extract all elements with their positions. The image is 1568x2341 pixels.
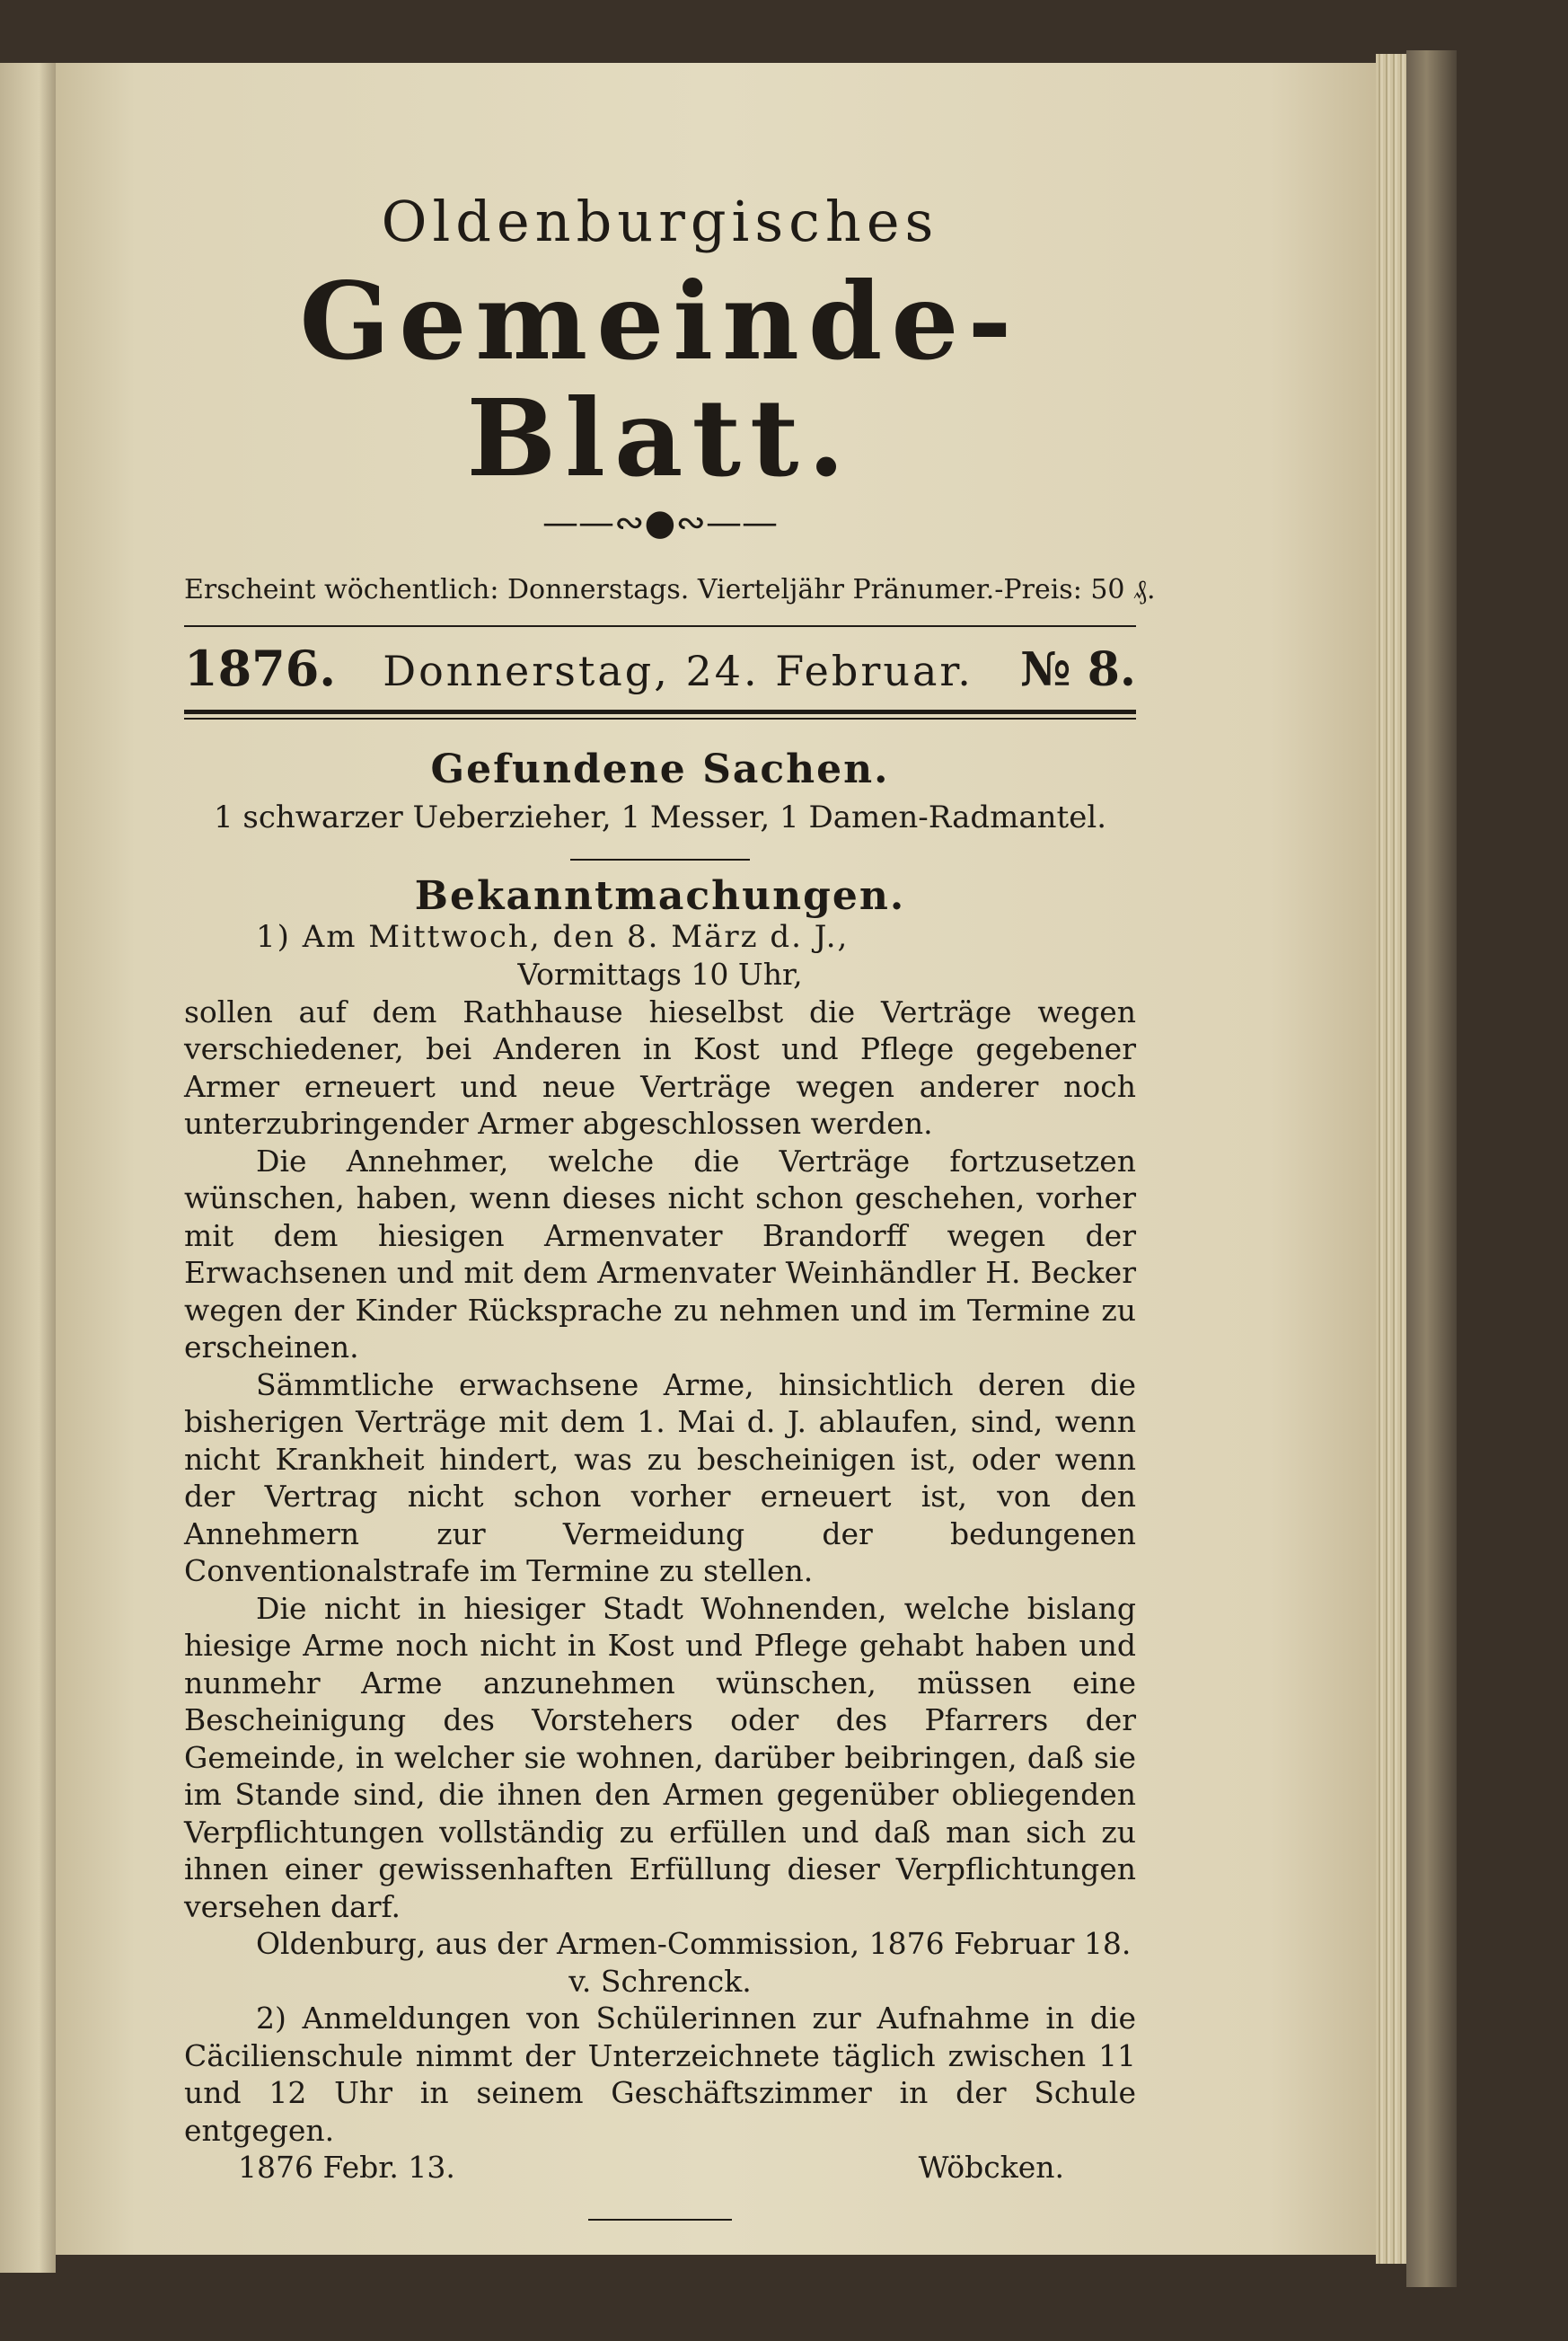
notice-1-place-date: Oldenburg, aus der Armen-Commission, 1876 Februar 18. bbox=[256, 1926, 1132, 1962]
notice-2-signoff bbox=[184, 2149, 1136, 2186]
found-items: 1 schwarzer Ueberzieher, 1 Messer, 1 Damen-Radmantel. bbox=[213, 799, 1107, 835]
notice-1-paragraph: Die nicht in hiesiger Stadt Wohnenden, welche bislang hiesige Arme noch nicht in Kost und Pflege gehabt haben und nunmehr Arme anzunehmen wünschen, müssen eine Bescheinigung des Vorstehers oder des Pfarrers der Gemeinde, in welcher sie wohnen, darüber beibringen, daß sie im Stande sind, die ihnen den Armen gegenüber obliegenden Verpflichtungen vollständig zu erfüllen und daß man sich zu ihnen einer gewissenhaften Erfüllung dieser Verpflichtungen versehen darf. bbox=[184, 1590, 1136, 1924]
notice-1-paragraph: Sämmtliche erwachsene Arme, hinsichtlich deren die bisherigen Verträge mit dem 1. Mai d. J. ablaufen, sind, wenn nicht Krankheit hindert, was zu bescheinigen ist, oder wenn der Vertrag nicht schon vorher erneuert ist, von den Annehmern zur Vermeidung der bedungenen Conventionalstrafe im Termine zu stellen. bbox=[184, 1366, 1136, 1589]
notice-1-signature: v. Schrenck. bbox=[568, 1963, 752, 1999]
section-divider bbox=[570, 859, 750, 861]
masthead-subtitle: Oldenburgisches bbox=[381, 189, 939, 254]
subscription-line: Erscheint wöchentlich: Donnerstags. Vierteljähr Pränumer.-Preis: 50 ₰. bbox=[184, 573, 1156, 605]
book-cover-edge bbox=[1406, 50, 1457, 2287]
notice-1-time: Vormittags 10 Uhr, bbox=[517, 957, 803, 993]
section-heading-notices: Bekanntmachungen. bbox=[414, 872, 906, 919]
notice-2-date: 1876 Febr. 13. bbox=[238, 2150, 455, 2186]
notice-1-paragraph: sollen auf dem Rathhause hieselbst die Verträge wegen verschiedener, bei Anderen in Kost und Pflege gegebener Armer erneuert und neue Verträge wegen anderer noch unterzubringender Armer abgeschlossen werden. bbox=[184, 994, 1136, 1142]
masthead-title: Gemeinde-Blatt. bbox=[299, 259, 1021, 500]
previous-page-edge bbox=[0, 63, 56, 2273]
issue-date: Donnerstag, 24. Februar. bbox=[383, 646, 973, 695]
issue-year: 1876. bbox=[184, 639, 337, 697]
notice-2-paragraph: 2) Anmeldungen von Schülerinnen zur Aufnahme in die Cäcilienschule nimmt der Unterzeichnete täglich zwischen 11 und 12 Uhr in seinem Geschäftszimmer in der Schule entgegen. bbox=[184, 2001, 1136, 2148]
page-content bbox=[184, 189, 1156, 2221]
notice-2-signature: Wöbcken. bbox=[918, 2150, 1064, 2186]
section-heading-found: Gefundene Sachen. bbox=[430, 746, 890, 792]
notice-1-meeting: 1) Am Mittwoch, den 8. März d. J., bbox=[256, 918, 850, 955]
masthead-ornament: ——∾●∾—— bbox=[542, 501, 778, 543]
issue-number: № 8. bbox=[1020, 641, 1136, 697]
divider bbox=[184, 718, 1136, 720]
end-divider bbox=[588, 2219, 732, 2221]
notice-1-paragraph: Die Annehmer, welche die Verträge fortzusetzen wünschen, haben, wenn dieses nicht schon geschehen, vorher mit dem hiesigen Armenvater Brandorff wegen der Erwachsenen und mit dem Armenvater Weinhändler H. Becker wegen der Kinder Rücksprache zu nehmen und im Termine zu erscheinen. bbox=[184, 1143, 1136, 1365]
divider bbox=[184, 710, 1136, 714]
dateline bbox=[184, 640, 1136, 697]
divider bbox=[184, 625, 1136, 627]
